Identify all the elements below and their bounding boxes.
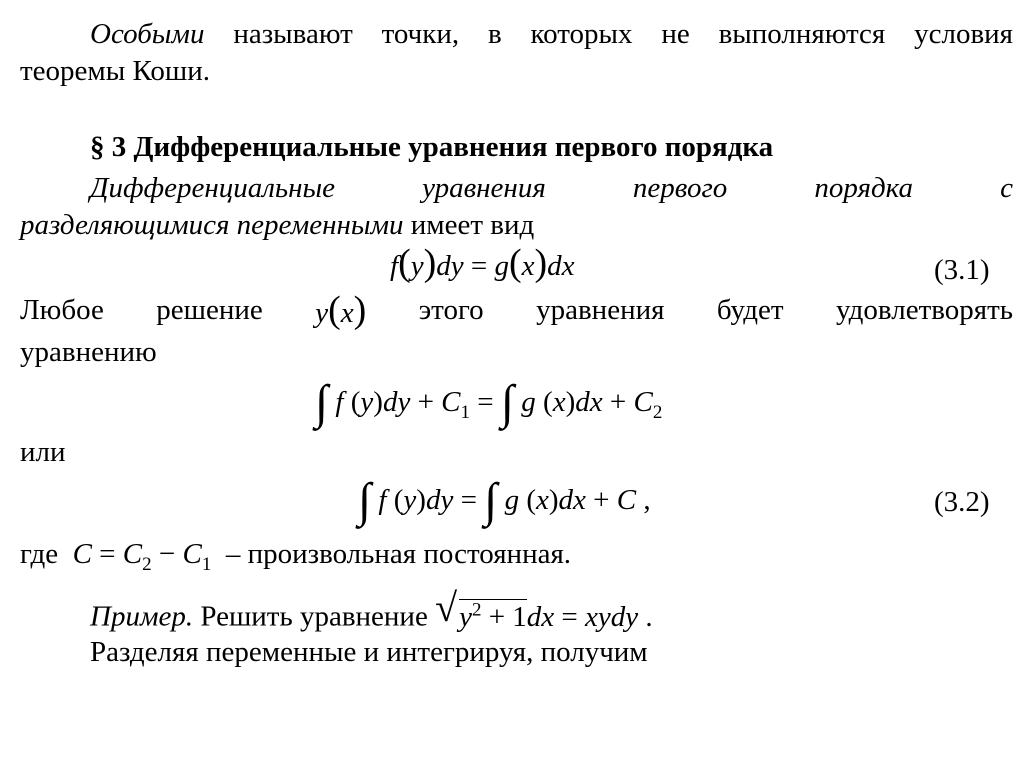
- paragraph-text: – произвольная постоянная.: [225, 538, 572, 570]
- equation-number: (3.1): [934, 254, 990, 286]
- paragraph-text: где: [20, 538, 59, 570]
- paragraph-line: теоремы Коши.: [20, 55, 211, 87]
- paragraph-line: [90, 170, 1013, 206]
- integral-equation: ∫ f $(y)dy + C_1$ = ∫ g $(x)dx + C_2$: [315, 376, 663, 429]
- word: уравнения: [422, 172, 546, 204]
- math-y-of-x: y(x): [315, 289, 367, 331]
- paragraph-line: уравнению: [20, 336, 157, 368]
- word: с: [1000, 172, 1013, 204]
- equation-3-2: ∫ f (y)dy = ∫ g (x)dx + C ,: [358, 474, 651, 527]
- word: будет: [716, 294, 784, 326]
- equation-number: (3.2): [934, 486, 990, 518]
- example-line: [90, 585, 653, 635]
- paragraph-text: называют точки, в которых не выполняются условия: [233, 18, 1014, 50]
- word: удовлетворять: [835, 294, 1013, 326]
- paragraph-line: Разделяя переменные и интегрируя, получим: [90, 636, 648, 668]
- math-constant-definition: $C = C_2 - C_1$: [72, 538, 212, 575]
- paragraph-line: [20, 536, 571, 583]
- math-example-equation: √ $y^2 + 1dx$ = xydy .: [435, 585, 653, 633]
- paragraph-line: [20, 207, 534, 243]
- paragraph-line: [90, 16, 1013, 52]
- paragraph-text: имеет вид: [410, 209, 535, 241]
- word: первого: [632, 172, 728, 204]
- example-text: Решить уравнение: [200, 600, 428, 633]
- term-special-points: Особыми: [90, 18, 205, 50]
- term-separable: разделяющимися переменными: [20, 209, 404, 241]
- word: Любое: [20, 294, 104, 326]
- word: этого: [418, 294, 484, 326]
- word: уравнения: [536, 294, 665, 326]
- word: решение: [156, 294, 263, 326]
- example-label: Пример.: [90, 600, 194, 633]
- paragraph-line: или: [20, 436, 66, 468]
- word: Дифференциальные: [90, 172, 335, 204]
- equation-3-1: f(y)dy = g(x)dx: [390, 242, 575, 284]
- paragraph-line: [20, 289, 1013, 331]
- word: порядка: [814, 172, 914, 204]
- section-heading: § 3 Дифференциальные уравнения первого порядка: [90, 131, 774, 163]
